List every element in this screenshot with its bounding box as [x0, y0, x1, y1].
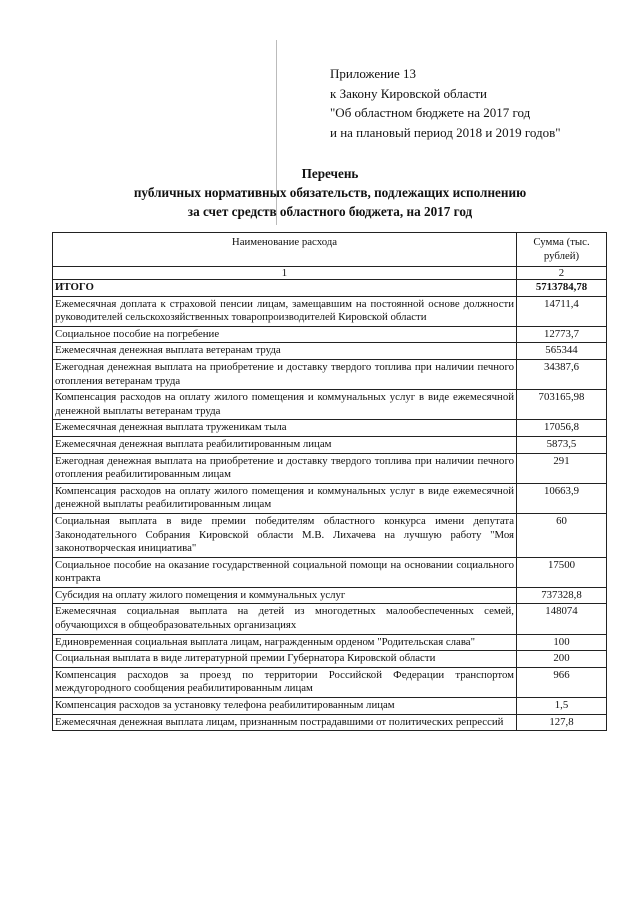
expense-name: Субсидия на оплату жилого помещения и коммунальных услуг [53, 587, 517, 604]
expense-name: Социальная выплата в виде литературной премии Губернатора Кировской области [53, 651, 517, 668]
expense-name: Социальное пособие на погребение [53, 326, 517, 343]
appendix-line: "Об областном бюджете на 2017 год [330, 105, 531, 120]
expense-name: Компенсация расходов на оплату жилого помещения и коммунальных услуг в виде ежемесячной денежной выплаты ветеранам труда [53, 390, 517, 420]
title-line: публичных нормативных обязательств, подлежащих исполнению [133, 185, 527, 200]
expense-sum: 966 [517, 667, 607, 697]
expense-sum: 10663,9 [517, 483, 607, 513]
table-row [53, 698, 607, 715]
column-number-row [53, 267, 607, 280]
table-row [53, 359, 607, 389]
table-row [53, 483, 607, 513]
expense-sum: 565344 [517, 343, 607, 360]
table-row [53, 343, 607, 360]
obligations-table [52, 232, 607, 731]
table-row [53, 587, 607, 604]
total-row [53, 280, 607, 297]
document-title [50, 164, 610, 221]
appendix-line: к Закону Кировской области [330, 85, 487, 101]
expense-sum: 5873,5 [517, 436, 607, 453]
expense-name: Ежегодная денежная выплата на приобретение и доставку твердого топлива при наличии печного отопления ветеранам труда [53, 359, 517, 389]
expense-name: Ежемесячная социальная выплата на детей из многодетных малообеспеченных семей, обучающихся в общеобразовательных организациях [53, 604, 517, 634]
table-row [53, 604, 607, 634]
table-row [53, 296, 607, 326]
expense-name: Ежемесячная денежная выплата труженикам тыла [53, 420, 517, 437]
expense-name: Ежемесячная денежная выплата лицам, признанным пострадавшими от политических репрессий [53, 714, 517, 731]
expense-sum: 34387,6 [517, 359, 607, 389]
table-row [53, 453, 607, 483]
expense-name: Ежегодная денежная выплата на приобретение и доставку твердого топлива при наличии печного отопления реабилитированным лицам [53, 453, 517, 483]
column-number-sum: 2 [517, 267, 607, 280]
title-line: Перечень [301, 166, 359, 181]
table-row [53, 326, 607, 343]
appendix-reference [330, 64, 630, 142]
table-row [53, 714, 607, 731]
expense-sum: 127,8 [517, 714, 607, 731]
header-name: Наименование расхода [53, 233, 517, 267]
table-row [53, 667, 607, 697]
expense-sum: 200 [517, 651, 607, 668]
table-header-row [53, 233, 607, 267]
expense-name: Компенсация расходов за установку телефона реабилитированным лицам [53, 698, 517, 715]
expense-name: Единовременная социальная выплата лицам, награжденным орденом "Родительская слава" [53, 634, 517, 651]
expense-sum: 148074 [517, 604, 607, 634]
expense-sum: 100 [517, 634, 607, 651]
table-row [53, 557, 607, 587]
expense-name: Компенсация расходов на оплату жилого помещения и коммунальных услуг в виде ежемесячной денежной выплаты реабилитированным лицам [53, 483, 517, 513]
column-number-name: 1 [53, 267, 517, 280]
expense-sum: 703165,98 [517, 390, 607, 420]
expense-name: Социальная выплата в виде премии победителям областного конкурса имени депутата Законодательного Собрания Кировской области М.В. Лихачева на лучшую работу "Моя законотворческая инициатива" [53, 513, 517, 557]
expense-name: Ежемесячная денежная выплата ветеранам труда [53, 343, 517, 360]
appendix-line: Приложение 13 [330, 66, 417, 81]
appendix-line: и на плановый период 2018 и 2019 годов" [330, 124, 561, 140]
table-row [53, 420, 607, 437]
expense-sum: 17500 [517, 557, 607, 587]
header-sum: Сумма (тыс. рублей) [517, 233, 607, 267]
expense-sum: 291 [517, 453, 607, 483]
expense-name: Ежемесячная денежная выплата реабилитированным лицам [53, 436, 517, 453]
title-line: за счет средств областного бюджета, на 2017 год [187, 204, 473, 219]
expense-sum: 12773,7 [517, 326, 607, 343]
expense-sum: 17056,8 [517, 420, 607, 437]
table-row [53, 634, 607, 651]
table-row [53, 651, 607, 668]
total-sum: 5713784,78 [517, 280, 607, 297]
table-row [53, 390, 607, 420]
expense-sum: 737328,8 [517, 587, 607, 604]
expense-name: Ежемесячная доплата к страховой пенсии лицам, замещавшим на постоянной основе должности руководителей сельскохозяйственных товаропроизводителей Кировской области [53, 296, 517, 326]
expense-sum: 1,5 [517, 698, 607, 715]
expense-sum: 60 [517, 513, 607, 557]
total-label: ИТОГО [53, 280, 517, 297]
table-row [53, 513, 607, 557]
table-row [53, 436, 607, 453]
expense-name: Социальное пособие на оказание государственной социальной помощи на основании социального контракта [53, 557, 517, 587]
expense-sum: 14711,4 [517, 296, 607, 326]
expense-name: Компенсация расходов за проезд по территории Российской Федерации транспортом междугородного сообщения реабилитированным лицам [53, 667, 517, 697]
